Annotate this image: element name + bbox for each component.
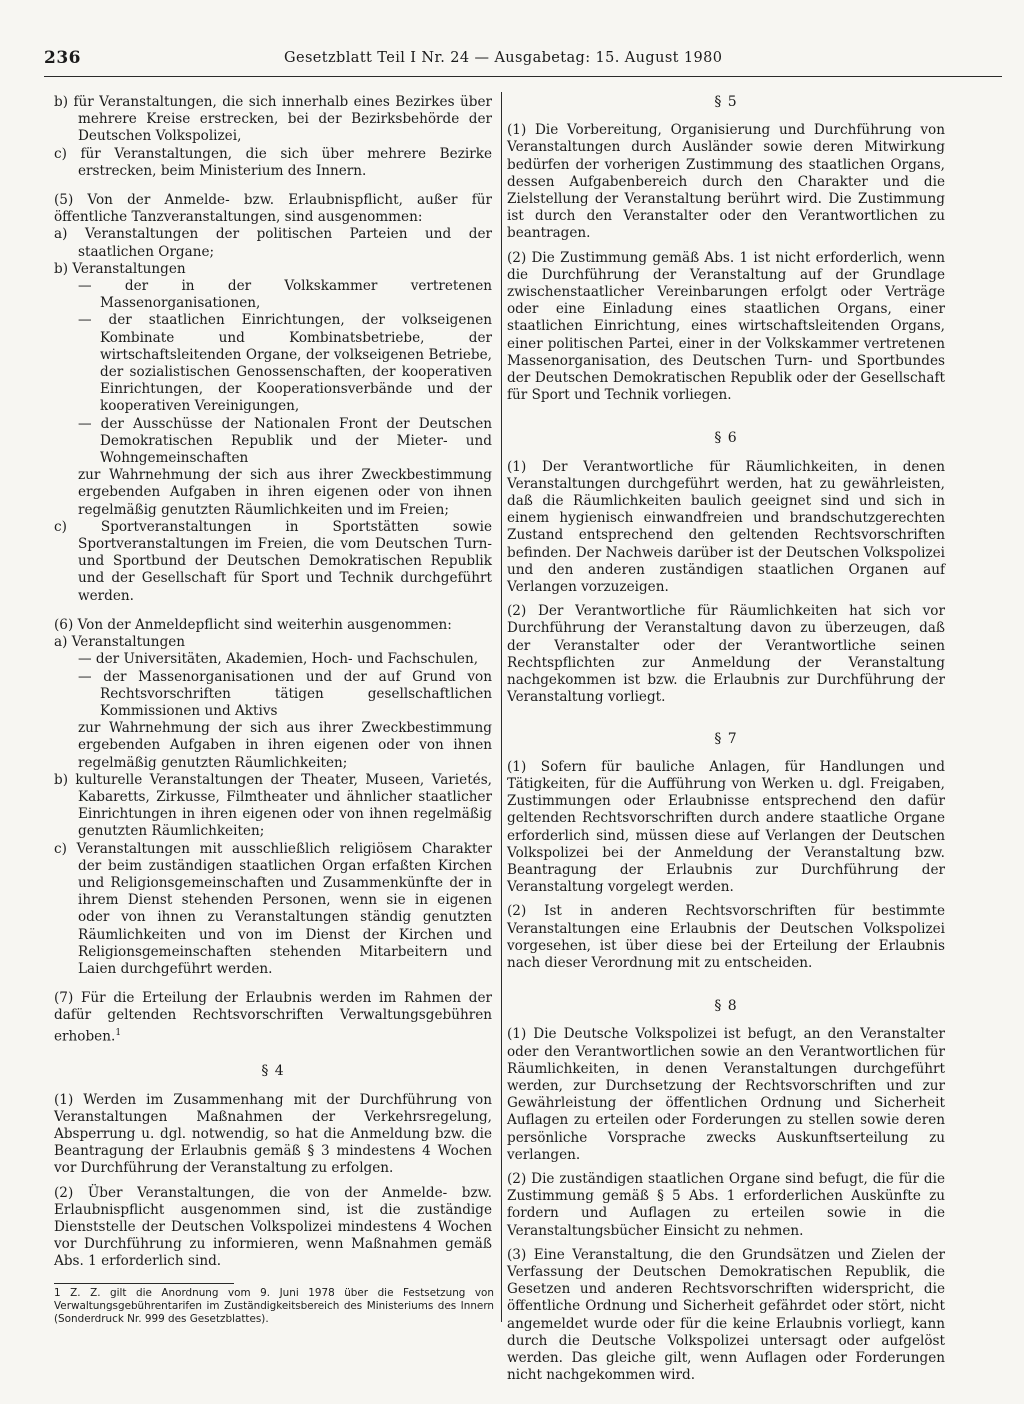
paragraph-5: (5) Von der Anmelde- bzw. Erlaubnispflicht, außer für öffentliche Tanzveranstaltungen, sind ausgenommen: bbox=[54, 192, 492, 226]
column-divider bbox=[501, 92, 502, 1322]
footnote-ref: 1 bbox=[115, 1027, 122, 1038]
section-8-para-1: (1) Die Deutsche Volkspolizei ist befugt, an den Veranstalter oder den Verantwortlichen sowie an den Verantwortlichen für Räumlichkeiten, in denen Veranstaltungen durchgeführt werden, zur Durchsetzung der Rechtsvorschriften und zur Gewährleistung der öffentlichen Ordnung und Sicherheit Auflagen zu erteilen oder Forderungen zu stellen sowie deren persönliche Vorsprache zwecks Auskunftserteilung zu verlangen. bbox=[507, 1026, 945, 1163]
paragraph-5-b-tail: zur Wahrnehmung der sich aus ihrer Zweckbestimmung ergebenden Aufgaben in ihren eigenen oder von ihnen regelmäßig genutzten Räumlichkeiten und im Freien; bbox=[78, 467, 492, 518]
section-8-para-3: (3) Eine Veranstaltung, die den Grundsätzen und Zielen der Verfassung der Deutschen Demokratischen Republik, die Gesetzen und anderen Rechtsvorschriften widerspricht, die öffentliche Ordnung und Sicherheit gefährdet oder stört, nicht angemeldet wurde oder für die keine Erlaubnis vorliegt, kann durch die Deutsche Volkspolizei untersagt oder aufgelöst werden. Das gleiche gilt, wenn Auflagen oder Forderungen nicht nachgekommen wird. bbox=[507, 1246, 945, 1384]
section-6-para-1: (1) Der Verantwortliche für Räumlichkeiten, in denen Veranstaltungen durchgeführt werden, hat zu gewährleisten, daß die Räumlichkeiten baulich geeignet sind und sich in einem hygienisch einwandfreien und brandschutzgerechten Zustand entsprechend den geltenden Rechtsvorschriften befinden. Der Nachweis darüber ist der Deutschen Volkspolizei und den anderen zuständigen staatlichen Organen auf Verlangen vorzuzeigen. bbox=[507, 458, 945, 596]
header-title: Gesetzblatt Teil I Nr. 24 — Ausgabetag: 15. August 1980 bbox=[284, 50, 723, 66]
section-5-title: § 5 bbox=[714, 94, 738, 110]
paragraph-6-a-dash-1: — der Universitäten, Akademien, Hoch- und Fachschulen, bbox=[78, 651, 479, 668]
item-b-bezirk: b) für Veranstaltungen, die sich innerhalb eines Bezirkes über mehrere Kreise erstrecken, bei der Bezirksbehörde der Deutschen Volkspolizei, bbox=[54, 94, 492, 145]
paragraph-5-a: a) Veranstaltungen der politischen Parteien und der staatlichen Organe; bbox=[54, 226, 492, 260]
section-8-title: § 8 bbox=[714, 998, 738, 1015]
section-5-para-1: (1) Die Vorbereitung, Organisierung und Durchführung von Veranstaltungen durch Ausländer sowie deren Mitwirkung bedürfen der vorherigen Zustimmung des staatlichen Organs, dessen Aufgabenbereich durch den Charakter und die Zielstellung der Veranstaltung berührt wird. Die Zustimmung ist durch den Veranstalter oder den Verantwortlichen zu beantragen. bbox=[507, 122, 945, 242]
paragraph-7-text: (7) Für die Erteilung der Erlaubnis werden im Rahmen der dafür geltenden Rechtsvorschriften Verwaltungsgebühren erhoben. bbox=[54, 990, 492, 1045]
page-header bbox=[44, 48, 1004, 74]
section-4-title: § 4 bbox=[261, 1063, 285, 1080]
section-6-para-2: (2) Der Verantwortliche für Räumlichkeiten hat sich vor Durchführung der Veranstaltung davon zu überzeugen, daß der Veranstalter oder der Verantwortliche seinen Rechtspflichten zur Anmeldung der Veranstaltung nachgekommen ist bzw. die Erlaubnis zur Durchführung der Veranstaltung vorliegt. bbox=[507, 603, 945, 706]
section-6-title: § 6 bbox=[714, 430, 738, 447]
paragraph-5-b-dash-1: — der in der Volkskammer vertretenen Massenorganisationen, bbox=[78, 278, 492, 312]
section-7-title: § 7 bbox=[714, 730, 738, 747]
section-5-para-2: (2) Die Zustimmung gemäß Abs. 1 ist nicht erforderlich, wenn die Durchführung der Veranstaltung auf der Grundlage zwischenstaatlicher Vereinbarungen erfolgt oder Verträge oder eine Einladung eines staatlichen Organs, einer staatlichen Einrichtung, eines wirtschaftsleitenden Organs, einer politischen Partei, einer in der Volkskammer vertretenen Massenorganisation, des Deutschen Turn- und Sportbundes der Deutschen Demokratischen Republik oder der Gesellschaft für Sport und Technik vorliegen. bbox=[507, 249, 945, 404]
section-8-para-2: (2) Die zuständigen staatlichen Organe sind befugt, die für die Zustimmung gemäß § 5 Abs. 1 erforderlichen Auskünfte zu fordern und Auflagen zu erteilen sowie in die Veranstaltungsbücher Einsicht zu nehmen. bbox=[507, 1170, 945, 1239]
item-c-bezirke: c) für Veranstaltungen, die sich über mehrere Bezirke erstrecken, beim Ministerium des Innern. bbox=[54, 145, 492, 179]
paragraph-6-b: b) kulturelle Veranstaltungen der Theater, Museen, Varietés, Kabaretts, Zirkusse, Filmtheater und ähnlicher staatlicher Einrichtungen in ihren eigenen oder von ihnen regelmäßig genutzten Räumlichkeiten; bbox=[54, 771, 492, 840]
paragraph-6-c: c) Veranstaltungen mit ausschließlich religiösem Charakter der beim zuständigen staatlichen Organ erfaßten Kirchen und Religionsgemeinschaften und Zusammenkünfte der in ihrem Dienst stehenden Personen, wenn sie in eigenen oder von ihnen zu Veranstaltungen ständig genutzten Räumlichkeiten und von im Dienst der Kirchen und Religionsgemeinschaften stehenden Mitarbeitern und Laien durchgeführt werden. bbox=[54, 840, 492, 977]
section-4-para-1: (1) Werden im Zusammenhang mit der Durchführung von Veranstaltungen Maßnahmen der Verkehrsregelung, Absperrung u. dgl. notwendig, so hat die Anmeldung bzw. die Beantragung der Erlaubnis gemäß § 3 mindestens 4 Wochen vor Durchführung der Veranstaltung zu erfolgen. bbox=[54, 1091, 492, 1177]
header-rule bbox=[44, 76, 1002, 77]
section-7-para-2: (2) Ist in anderen Rechtsvorschriften für bestimmte Veranstaltungen eine Erlaubnis der Deutschen Volkspolizei vorgesehen, ist über diese bei der Erteilung der Erlaubnis nach dieser Verordnung mit zu entscheiden. bbox=[507, 903, 945, 971]
left-column bbox=[54, 94, 492, 1271]
right-column bbox=[507, 94, 945, 1384]
page-number: 236 bbox=[44, 48, 81, 68]
paragraph-5-b-dash-2: — der staatlichen Einrichtungen, der volkseigenen Kombinate und Kombinatsbetriebe, der wirtschaftsleitenden Organe, der volkseigenen Betriebe, der sozialistischen Genossenschaften, der kooperativen Einrichtungen, der Kooperationsverbände und der kooperativen Vereinigungen, bbox=[78, 312, 492, 415]
paragraph-6-a: a) Veranstaltungen bbox=[54, 634, 186, 651]
paragraph-6-a-tail: zur Wahrnehmung der sich aus ihrer Zweckbestimmung ergebenden Aufgaben in ihren eigenen oder von ihnen regelmäßig genutzten Räumlichkeiten; bbox=[78, 720, 492, 771]
paragraph-6: (6) Von der Anmeldepflicht sind weiterhin ausgenommen: bbox=[54, 616, 452, 633]
paragraph-5-c: c) Sportveranstaltungen in Sportstätten sowie Sportveranstaltungen im Freien, die vom Deutschen Turn- und Sportbund der Deutschen Demokratischen Republik und der Gesellschaft für Sport und Technik durchgeführt werden. bbox=[54, 518, 492, 604]
section-4-para-2: (2) Über Veranstaltungen, die von der Anmelde- bzw. Erlaubnispflicht ausgenommen sind, ist die zuständige Dienststelle der Deutschen Volkspolizei mindestens 4 Wochen vor Durchführung zu informieren, wenn Maßnahmen gemäß Abs. 1 erforderlich sind. bbox=[54, 1184, 492, 1270]
footnote: 1 Z. Z. gilt die Anordnung vom 9. Juni 1978 über die Festsetzung von Verwaltungsgebührentarifen im Zuständigkeitsbereich des Ministeriums des Innern (Sonderdruck Nr. 999 des Gesetzblattes). bbox=[54, 1287, 494, 1325]
paragraph-6-a-dash-2: — der Massenorganisationen und der auf Grund von Rechtsvorschriften tätigen gesellschaftlichen Kommissionen und Aktivs bbox=[78, 668, 492, 719]
paragraph-7 bbox=[54, 990, 492, 1045]
footnote-rule bbox=[54, 1283, 234, 1284]
section-7-para-1: (1) Sofern für bauliche Anlagen, für Handlungen und Tätigkeiten, für die Aufführung von Werken u. dgl. Freigaben, Zustimmungen oder Erlaubnisse entsprechend den dafür geltenden Rechtsvorschriften durch andere staatliche Organe erforderlich sind, müssen diese auf Verlangen der Deutschen Volkspolizei bei der Anmeldung der Veranstaltung bzw. Beantragung der Erlaubnis zur Durchführung der Veranstaltung vorgelegt werden. bbox=[507, 758, 945, 896]
paragraph-5-b: b) Veranstaltungen bbox=[54, 260, 186, 277]
paragraph-5-b-dash-3: — der Ausschüsse der Nationalen Front der Deutschen Demokratischen Republik und der Mieter- und Wohngemeinschaften bbox=[78, 415, 492, 467]
